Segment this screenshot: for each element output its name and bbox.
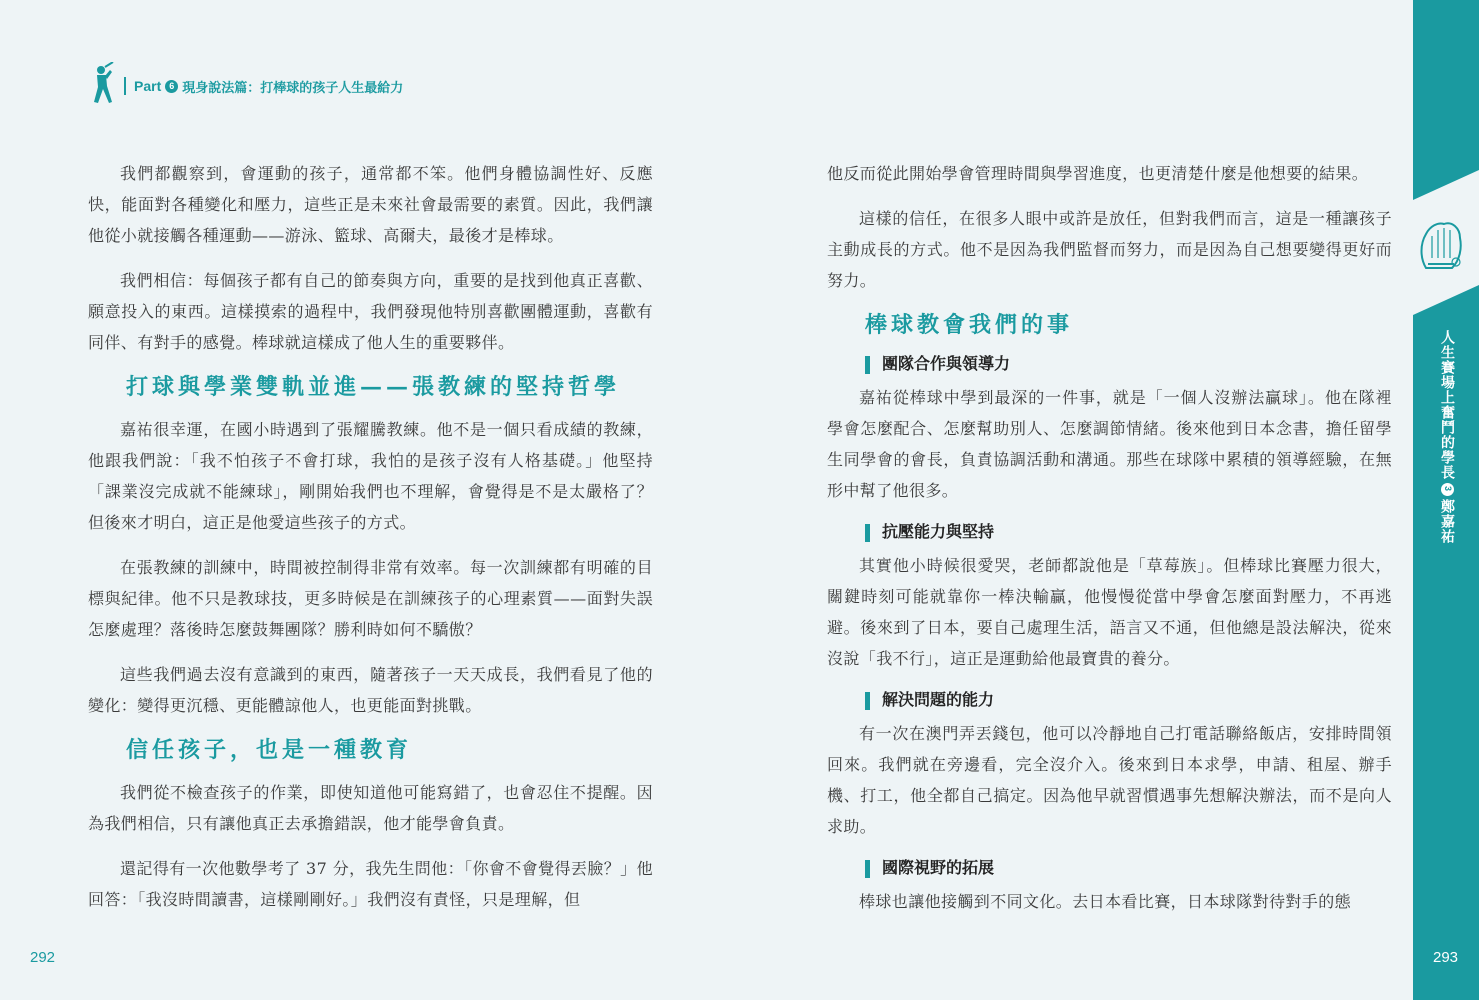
paragraph: 他反而從此開始學會管理時間與學習進度，也更清楚什麼是他想要的結果。 [827,164,1369,183]
paragraph: 還記得有一次他數學考了 37 分，我先生問他：「你會不會覺得丟臉？」他回答：「我沒時間讀書，這樣剛剛好。」我們沒有責怪，只是理解，但 [88,859,653,909]
subheading-text: 解決問題的能力 [882,692,995,709]
subheading-text: 團隊合作與領導力 [882,356,1011,373]
page-number: 292 [30,949,56,966]
subheading [865,352,1392,378]
subheading [865,688,1392,714]
paragraph: 這樣的信任，在很多人眼中或許是放任，但對我們而言，這是一種讓孩子主動成長的方式。他不是因為我們監督而努力，而是因為自己想要變得更好而努力。 [827,209,1392,290]
section-heading: 打球與學業雙軌並進——張教練的堅持哲學 [126,374,621,400]
paragraph: 這些我們過去沒有意識到的東西，隨著孩子一天天成長，我們看見了他的變化：變得更沉穩、更能體諒他人，也更能面對挑戰。 [88,665,653,715]
subheading-marker [865,356,870,374]
paragraph: 在張教練的訓練中，時間被控制得非常有效率。每一次訓練都有明確的目標與紀律。他不只是教球技，更多時候是在訓練孩子的心理素質——面對失誤怎麼處理？落後時怎麼鼓舞團隊？勝利時如何不驕傲？ [88,558,653,639]
part-number: 6 [165,80,178,93]
part-label: Part [134,78,162,94]
right-text-column [827,158,1392,931]
page-number: 293 [1433,949,1459,966]
left-text-column [88,158,653,929]
subheading-marker [865,860,870,878]
side-tab-label [1436,330,1458,544]
subheading-text: 抗壓能力與堅持 [882,524,995,541]
section-heading: 棒球教會我們的事 [865,312,1074,338]
baseball-glove-icon [1416,218,1466,278]
paragraph: 嘉祐從棒球中學到最深的一件事，就是「一個人沒辦法贏球」。他在隊裡學會怎麼配合、怎麼幫助別人、怎麼調節情緒。後來他到日本念書，擔任留學生同學會的會長，負責協調活動和溝通。那些在球隊中累積的領導經驗，在無形中幫了他很多。 [827,388,1392,500]
paragraph: 嘉祐很幸運，在國小時遇到了張耀騰教練。他不是一個只看成績的教練，他跟我們說：「我不怕孩子不會打球，我怕的是孩子沒有人格基礎。」他堅持「課業沒完成就不能練球」，剛開始我們也不理解，會覺得是不是太嚴格了？但後來才明白，這正是他愛這些孩子的方式。 [88,420,653,532]
paragraph: 我們相信：每個孩子都有自己的節奏與方向，重要的是找到他真正喜歡、願意投入的東西。這樣摸索的過程中，我們發現他特別喜歡團體運動，喜歡有同伴、有對手的感覺。棒球就這樣成了他人生的重要夥伴。 [88,271,653,352]
baseball-batter-icon [88,62,118,110]
paragraph: 其實他小時候很愛哭，老師都說他是「草莓族」。但棒球比賽壓力很大，關鍵時刻可能就靠你一棒決輸贏，他慢慢從當中學會怎麼面對壓力，不再逃避。後來到了日本，要自己處理生活，語言又不通，但他總是設法解決，從來沒說「我不行」，這正是運動給他最寶貴的養分。 [827,556,1392,668]
side-tab-number: 3 [1441,483,1454,496]
chapter-title: 現身說法篇：打棒球的孩子人生最給力 [182,80,404,96]
running-head-divider [124,77,126,95]
section-heading: 信任孩子，也是一種教育 [126,737,413,763]
paragraph: 我們從不檢查孩子的作業，即使知道他可能寫錯了，也會忍住不提醒。因為我們相信，只有讓他真正去承擔錯誤，他才能學會負責。 [88,783,653,833]
running-head [88,62,403,110]
subheading-marker [865,692,870,710]
subheading [865,520,1392,546]
subheading [865,856,1392,882]
paragraph: 我們都觀察到，會運動的孩子，通常都不笨。他們身體協調性好、反應快，能面對各種變化和壓力，這些正是未來社會最需要的素質。因此，我們讓他從小就接觸各種運動——游泳、籃球、高爾夫，最後才是棒球。 [88,164,653,245]
paragraph: 棒球也讓他接觸到不同文化。去日本看比賽，日本球隊對待對手的態 [859,892,1352,911]
paragraph: 有一次在澳門弄丟錢包，他可以冷靜地自己打電話聯絡飯店，安排時間領回來。我們就在旁邊看，完全沒介入。後來到日本求學，申請、租屋、辦手機、打工，他全都自己搞定。因為他早就習慣遇事先想解決辦法，而不是向人求助。 [827,724,1392,836]
side-tab-name: 鄭嘉祐 [1440,499,1456,544]
side-tab-label-text: 人生賽場上奮鬥的學長 [1440,330,1456,480]
subheading-text: 國際視野的拓展 [882,860,995,877]
subheading-marker [865,524,870,542]
